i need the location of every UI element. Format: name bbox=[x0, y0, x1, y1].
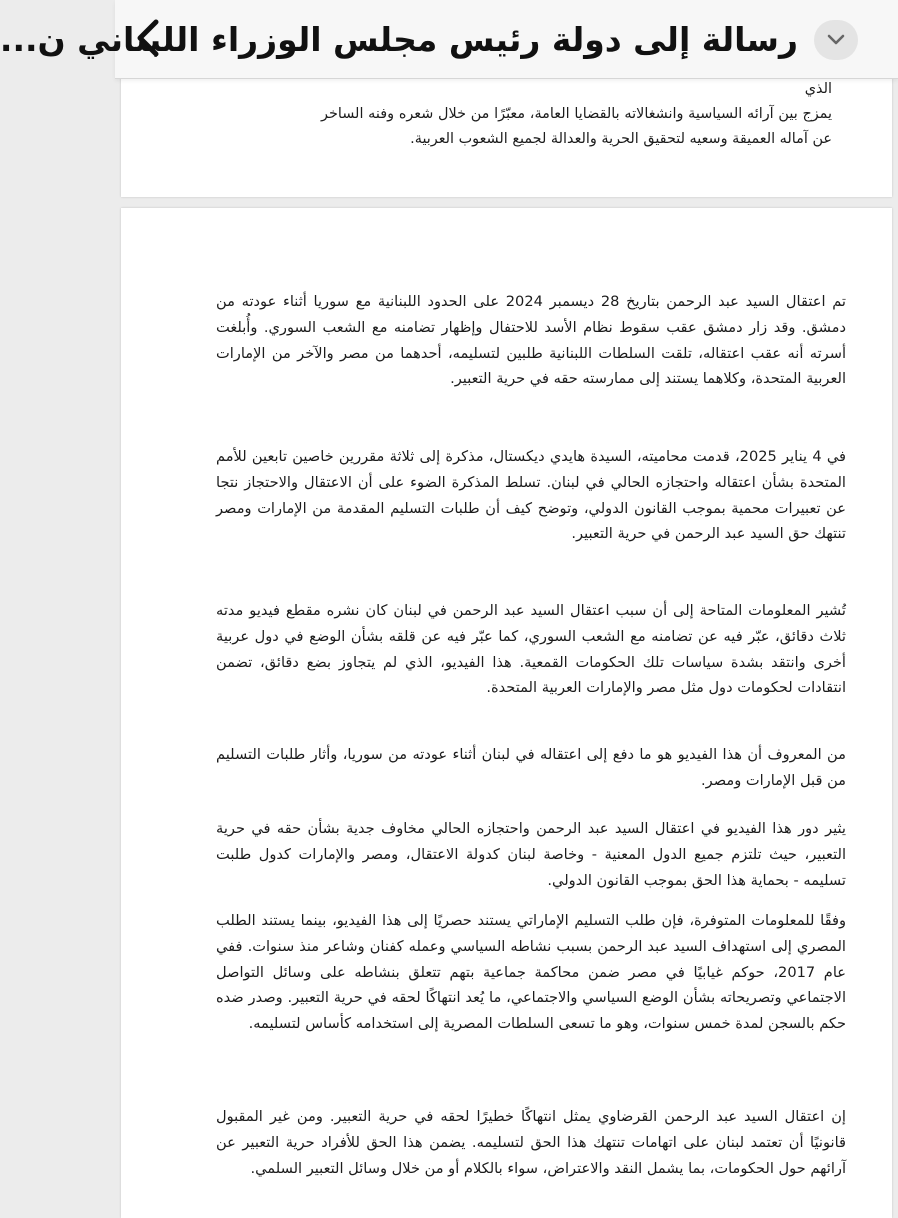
paragraph-concerns: يثير دور هذا الفيديو في اعتقال السيد عبد الرحمن واحتجازه الحالي مخاوف جدية بشأن حقه في حرية التعبير، حيث تلتزم جميع الدول المعنية - وخاصة لبنان كدولة الاعتقال، ومصر والإمارات كدول طلبت تسليمه - بحماية هذا الحق بموجب القانون الدولي. bbox=[216, 820, 846, 889]
document-page-2 bbox=[121, 208, 892, 1218]
top-navigation-bar bbox=[0, 0, 898, 79]
title-menu-button[interactable] bbox=[814, 20, 858, 60]
page1-partial-line: الذي bbox=[804, 81, 832, 97]
paragraph-extradition-requests: وفقًا للمعلومات المتوفرة، فإن طلب التسليم الإماراتي يستند حصريًا إلى هذا الفيديو، بينما يستند الطلب المصري إلى استهداف السيد عبد الرحمن بسبب نشاطه السياسي وعمله كفنان وشاعر منذ سنوات. ففي عام 2017، حوكم غيابيًا في مصر ضمن محاكمة جماعية بتهم تتعلق بنشاطه على وسائل التواصل الاجتماعي وتصريحاته بشأن الوضع السياسي والاجتماعي، ما يُعد انتهاكًا لحقه في حرية التعبير. وصدر ضده حكم بالسجن لمدة خمس سنوات، وهو ما تسعى السلطات المصرية إلى استخدامه كأساس لتسليمه. bbox=[216, 912, 846, 1033]
chevron-down-icon bbox=[826, 33, 846, 47]
paragraph-lawyer-memo: في 4 يناير 2025، قدمت محاميته، السيدة هايدي ديكستال، مذكرة إلى ثلاثة مقررين خاصين تابعين للأمم المتحدة بشأن اعتقاله واحتجازه الحالي في لبنان. تسلط المذكرة الضوء على أن الاعتقال والاحتجاز نتجا عن تعبيرات محمية بموجب القانون الدولي، وتوضح كيف أن طلبات التسليم المقدمة من الإمارات ومصر تنتهك حق السيد عبد الرحمن في حرية التعبير. bbox=[216, 448, 846, 543]
paragraph-conclusion: إن اعتقال السيد عبد الرحمن القرضاوي يمثل انتهاكًا خطيرًا لحقه في حرية التعبير. ومن غير المقبول قانونيًا أن تعتمد لبنان على اتهامات تنتهك هذا الحق لتسليمه. يضمن هذا الحق للأفراد حرية التعبير عن آرائهم حول الحكومات، بما يشمل النقد والاعتراض، سواء بالكلام أو من خلال وسائل التعبير السلمي. bbox=[216, 1108, 846, 1177]
document-title: رسالة إلى دولة رئيس مجلس الوزراء اللبناني ن... bbox=[0, 20, 798, 59]
page1-paragraph: يمزج بين آرائه السياسية وانشغالاته بالقضايا العامة، معبّرًا من خلال شعره وفنه الساخر عن آماله العميقة وسعيه لتحقيق الحرية والعدالة لجميع الشعوب العربية. bbox=[321, 106, 832, 147]
paragraph-arrest: تم اعتقال السيد عبد الرحمن بتاريخ 28 ديسمبر 2024 على الحدود اللبنانية مع سوريا أثناء عودته من دمشق. وقد زار دمشق عقب سقوط نظام الأسد للاحتفال وإظهار تضامنه مع الشعب السوري. وأُبلغت أسرته أنه عقب اعتقاله، تلقت السلطات اللبنانية طلبين لتسليمه، أحدهما من مصر والآخر من الإمارات العربية المتحدة، وكلاهما يستند إلى ممارسته حقه في حرية التعبير. bbox=[216, 293, 846, 388]
paragraph-video-cause: تُشير المعلومات المتاحة إلى أن سبب اعتقال السيد عبد الرحمن في لبنان كان نشره مقطع فيديو مدته ثلاث دقائق، عبّر فيه عن تضامنه مع الشعب السوري، كما عبّر فيه عن قلقه بشأن الوضع في دول عربية أخرى وانتقد بشدة سياسات تلك الحكومات القمعية. هذا الفيديو، الذي لم يتجاوز بضع دقائق، تضمن انتقادات لحكومات دول مثل مصر والإمارات العربية المتحدة. bbox=[216, 602, 846, 697]
paragraph-video-known: من المعروف أن هذا الفيديو هو ما دفع إلى اعتقاله في لبنان أثناء عودته من سوريا، وأثار طلبات التسليم من قبل الإمارات ومصر. bbox=[216, 746, 846, 789]
